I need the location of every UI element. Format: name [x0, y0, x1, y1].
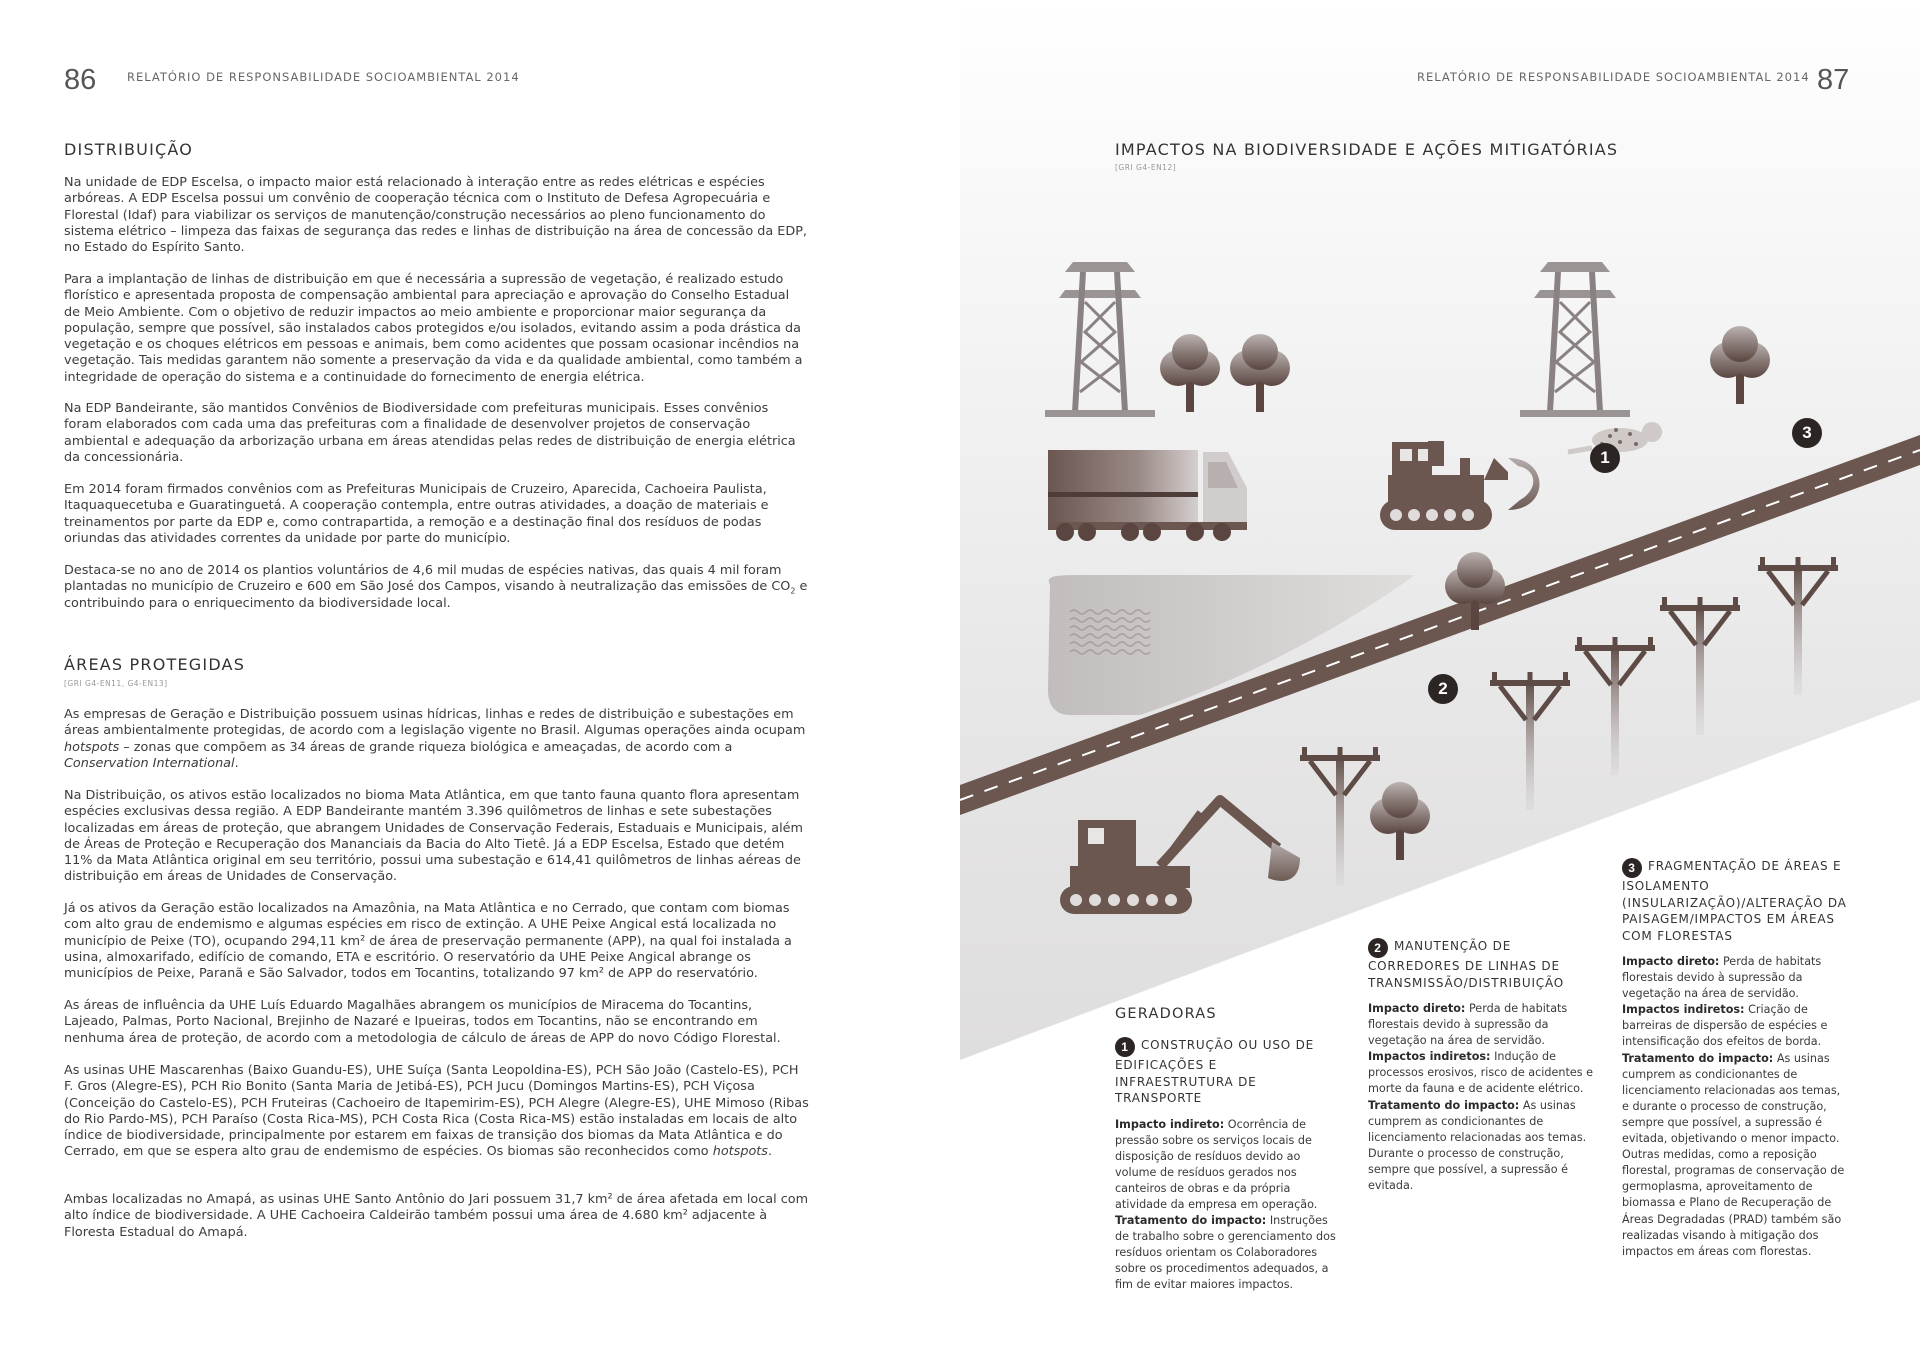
impact-column-2 [1368, 938, 1598, 1194]
impact-text: Impactos indiretos: Criação de barreiras de dispersão de espécies e intensificação dos efeitos de borda. [1622, 1003, 1828, 1049]
running-header: RELATÓRIO DE RESPONSABILIDADE SOCIOAMBIENTAL 2014 [127, 70, 520, 84]
impact-badge-2: 2 [1428, 674, 1458, 704]
paragraph: Ambas localizadas no Amapá, as usinas UHE Santo Antônio do Jari possuem 31,7 km² de área afetada em local com alto índice de biodiversidade. A UHE Cachoeira Caldeirão também possui uma área de 4.680 km² adjacente à Floresta Estadual do Amapá. [64, 1192, 809, 1240]
impact-title: 2 MANUTENÇÃO DE CORREDORES DE LINHAS DE TRANSMISSÃO/DISTRIBUIÇÃO [1368, 939, 1565, 990]
impact-text: Impactos indiretos: Indução de processos erosivos, risco de acidentes e morte da fauna e de acidente elétrico. [1368, 1050, 1594, 1096]
paragraph: As empresas de Geração e Distribuição possuem usinas hídricas, linhas e redes de distribuição e subestações em áreas ambientalmente protegidas, de acordo com a legislação vigente no Brasil. Algumas operações ainda ocupam hotspots – zonas que compõem as 34 áreas de grande riqueza biológica e ameaçadas, de acordo com a Conservation International. [64, 707, 806, 771]
impact-title: 3 FRAGMENTAÇÃO DE ÁREAS E ISOLAMENTO (INSULARIZAÇÃO)/ALTERAÇÃO DA PAISAGEM/IMPACTOS EM ÁREAS COM FLORESTAS [1622, 859, 1847, 943]
impact-badge-3: 3 [1792, 418, 1822, 448]
paragraph: Na unidade de EDP Escelsa, o impacto maior está relacionado à interação entre as redes elétricas e espécies arbóreas. A EDP Escelsa possui um convênio de cooperação técnica com o Instituto de Defesa Agropecuária e Florestal (Idaf) para viabilizar os serviços de manutenção/construção necessários ao pleno funcionamento do sistema elétrico – limpeza das faixas de segurança das redes e linhas de distribuição na área de concessão da EDP, no Estado do Espírito Santo. [64, 175, 807, 256]
impact-badge-1: 1 [1590, 443, 1620, 473]
section-title-distribuicao: DISTRIBUIÇÃO [64, 140, 194, 159]
gri-reference: [GRI G4-EN11, G4-EN13] [64, 679, 168, 688]
impact-text: Tratamento do impacto: As usinas cumprem as condicionantes de licenciamento relacionadas aos temas, e durante o processo de construção, sempre que possível, a supressão é evitada, objetivando o menor impacto. Outras medidas, como a reposição florestal, programas de conservação de germoplasma, aproveitamento de biomassa e Plano de Recuperação de Áreas Degradadas (PRAD) também são realizadas visando à mitigação dos impactos em áreas com florestas. [1622, 1051, 1845, 1258]
running-header: RELATÓRIO DE RESPONSABILIDADE SOCIOAMBIENTAL 2014 [1417, 70, 1810, 84]
paragraph: Na Distribuição, os ativos estão localizados no bioma Mata Atlântica, em que tanto fauna quanto flora apresentam espécies exclusivas dessa região. A EDP Bandeirante mantém 3.396 quilômetros de linhas e sete subestações localizadas em áreas de proteção, que abrangem Unidades de Conservação Federais, Estaduais e Municipais, além de Áreas de Proteção e Recuperação dos Mananciais da Bacia do Alto Tietê. Já a EDP Escelsa, Estado que detém 11% da Mata Atlântica original em seu território, possui uma subestação e 614,41 quilômetros de linhas aéreas de distribuição em áreas de Unidades de Conservação. [64, 788, 803, 885]
impact-text: Tratamento do impacto: Instruções de trabalho sobre o gerenciamento dos resíduos orientam os Colaboradores sobre os procedimentos adequados, a fim de evitar maiores impactos. [1115, 1214, 1336, 1292]
paragraph: Já os ativos da Geração estão localizados na Amazônia, na Mata Atlântica e no Cerrado, que contam com biomas com alto grau de endemismo e algumas espécies em risco de extinção. A UHE Peixe Angical está localizada no município de Peixe (TO), ocupando 294,11 km² de área de preservação permanente (APP), na qual foi instalada a usina, almoxarifado, edifício de comando, ETA e escritório. O reservatório da UHE Peixe Angical abrange os municípios de Peixe, Paranã e São Salvador, todos em Tocantins, totalizando 97 km² de APP do reservatório. [64, 901, 792, 982]
section-title-areas-protegidas: ÁREAS PROTEGIDAS [64, 655, 246, 674]
impact-text: Tratamento do impacto: As usinas cumprem as condicionantes de licenciamento relacionadas aos temas. Durante o processo de construção, sempre que possível, a supressão é evitada. [1368, 1098, 1587, 1193]
page-number: 87 [1817, 64, 1850, 96]
right-page [960, 0, 1920, 1358]
paragraph: As usinas UHE Mascarenhas (Baixo Guandu-ES), UHE Suíça (Santa Leopoldina-ES), PCH São João (Castelo-ES), PCH F. Gros (Alegre-ES), PCH Rio Bonito (Santa Maria de Jetibá-ES), PCH Jucu (Domingos Martins-ES), PCH Viçosa (Conceição do Castelo-ES), PCH Fruteiras (Cachoeiro de Itapemirim-ES), PCH Alegre (Alegre-ES), UHE Mimoso (Ribas do Rio Pardo-MS), PCH Paraíso (Costa Rica-MS), PCH Costa Rica (Costa Rica-MS) estão instaladas em locais de alto índice de biodiversidade, principalmente por estarem em faixas de transição dos biomas da Mata Atlântica e do Cerrado, em que se espera alto grau de endemismo de espécies. Os biomas são reconhecidos como hotspots. [64, 1063, 809, 1160]
impact-number: 1 [1115, 1037, 1135, 1057]
impact-column-1 [1115, 1037, 1340, 1294]
paragraph: Para a implantação de linhas de distribuição em que é necessária a supressão de vegetação, é realizado estudo florístico e apresentada proposta de compensação ambiental para apreciação e aprovação do Conselho Estadual de Meio Ambiente. Com o objetivo de reduzir impactos ao meio ambiente e proporcionar maior segurança da população, sempre que possível, são instalados cabos protegidos e/ou isolados, evitando assim a poda drástica da vegetação e os choques elétricos em pessoas e animais, bem como acidentes que possam ocasionar incêndios na vegetação. Tais medidas garantem não somente a preservação da vida e da qualidade ambiental, como também a integridade de operação do sistema e a continuidade do fornecimento de energia elétrica. [64, 272, 803, 385]
impact-number: 2 [1368, 938, 1388, 958]
paragraph: Destaca-se no ano de 2014 os plantios voluntários de 4,6 mil mudas de espécies nativas, das quais 4 mil foram plantadas no município de Cruzeiro e 600 em São José dos Campos, visando à neutralização das emissões de $CO_2$ e contribuindo para o enriquecimento da biodiversidade local. [64, 563, 808, 611]
impact-text: Impacto direto: Perda de habitats florestais devido à supressão da vegetação na área de servidão. [1622, 955, 1822, 1001]
impact-text: Impacto direto: Perda de habitats florestais devido à supressão da vegetação na área de servidão. [1368, 1002, 1568, 1048]
page-number: 86 [64, 64, 97, 96]
geradoras-label: GERADORAS [1115, 1006, 1217, 1022]
impact-title: 1 CONSTRUÇÃO OU USO DE EDIFICAÇÕES E INFRAESTRUTURA DE TRANSPORTE [1115, 1038, 1315, 1105]
gri-reference: [GRI G4-EN12] [1115, 163, 1177, 172]
paragraph: Em 2014 foram firmados convênios com as Prefeituras Municipais de Cruzeiro, Aparecida, Cachoeira Paulista, Itaquaquecetuba e Guaratinguetá. A cooperação contempla, entre outras atividades, a doação de materiais e treinamentos por parte da EDP e, como contrapartida, a remoção e a destinação final dos resíduos de podas oriundas das atividades correntes da unidade por parte do município. [64, 482, 769, 546]
impact-column-3 [1622, 858, 1847, 1260]
page-title: IMPACTOS NA BIODIVERSIDADE E AÇÕES MITIGATÓRIAS [1115, 140, 1619, 159]
impact-text: Impacto indireto: Ocorrência de pressão sobre os serviços locais de disposição de resíduos devido ao volume de resíduos gerados nos canteiros de obras e da própria atividade da empresa em operação. [1115, 1117, 1318, 1211]
paragraph: Na EDP Bandeirante, são mantidos Convênios de Biodiversidade com prefeituras municipais. Esses convênios foram elaborados com cada uma das prefeituras com a finalidade de desenvolver projetos de conservação ambiental e adequação da arborização urbana em áreas atendidas pelas redes de distribuição de energia elétrica da concessionária. [64, 401, 796, 465]
paragraph: As áreas de influência da UHE Luís Eduardo Magalhães abrangem os municípios de Miracema do Tocantins, Lajeado, Palmas, Porto Nacional, Brejinho de Nazaré e Ipueiras, todos em Tocantins, não se encontrando em nenhuma área de proteção, de acordo com a metodologia de cálculo de áreas de APP do novo Código Florestal. [64, 998, 781, 1046]
impact-number: 3 [1622, 858, 1642, 878]
